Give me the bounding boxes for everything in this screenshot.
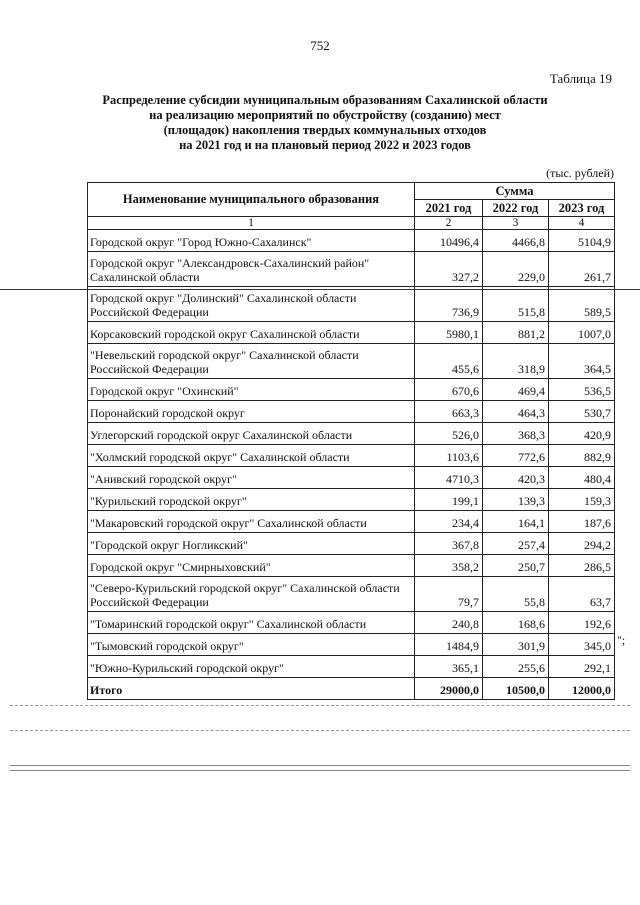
table-row xyxy=(88,445,615,467)
municipality-name: "Холмский городской округ" Сахалинской области xyxy=(88,445,415,467)
document-title xyxy=(90,93,560,153)
column-number: 4 xyxy=(549,217,615,230)
municipality-name: Корсаковский городской округ Сахалинской области xyxy=(88,322,415,344)
table-row xyxy=(88,612,615,634)
value-2021: 199,1 xyxy=(415,489,483,511)
value-2022: 301,9 xyxy=(483,634,549,656)
value-2023: 159,3 xyxy=(549,489,615,511)
table-row xyxy=(88,577,615,612)
municipality-name: Поронайский городской округ xyxy=(88,401,415,423)
value-2021: 327,2 xyxy=(415,252,483,287)
municipality-name: Городской округ "Смирныховский" xyxy=(88,555,415,577)
column-number: 2 xyxy=(415,217,483,230)
value-2023: 261,7 xyxy=(549,252,615,287)
header-sum: Сумма xyxy=(415,183,615,200)
value-2022: 881,2 xyxy=(483,322,549,344)
title-line: (площадок) накопления твердых коммунальных отходов xyxy=(163,123,487,137)
value-2021: 358,2 xyxy=(415,555,483,577)
table-row xyxy=(88,401,615,423)
divider-line xyxy=(10,770,630,771)
value-2023: 420,9 xyxy=(549,423,615,445)
title-line: на реализацию мероприятий по обустройству (созданию) мест xyxy=(149,108,501,122)
value-2023: 292,1 xyxy=(549,656,615,678)
total-label: Итого xyxy=(88,678,415,700)
value-2023: 345,0 xyxy=(549,634,615,656)
municipality-name: "Анивский городской округ" xyxy=(88,467,415,489)
value-2022: 257,4 xyxy=(483,533,549,555)
value-2021: 663,3 xyxy=(415,401,483,423)
page-number: 752 xyxy=(310,38,330,53)
header-name: Наименование муниципального образования xyxy=(88,183,415,217)
value-2023: 294,2 xyxy=(549,533,615,555)
value-2023: 364,5 xyxy=(549,344,615,379)
divider-line xyxy=(10,730,630,731)
municipality-name: "Курильский городской округ" xyxy=(88,489,415,511)
scan-strike-line xyxy=(0,289,640,290)
municipality-name: "Городской округ Ногликский" xyxy=(88,533,415,555)
column-number: 1 xyxy=(88,217,415,230)
table-row xyxy=(88,322,615,344)
value-2022: 139,3 xyxy=(483,489,549,511)
municipality-name: Городской округ "Долинский" Сахалинской области Российской Федерации xyxy=(88,287,415,322)
value-2022: 772,6 xyxy=(483,445,549,467)
table-row xyxy=(88,287,615,322)
subsidy-table xyxy=(87,182,615,700)
value-2021: 455,6 xyxy=(415,344,483,379)
value-2022: 250,7 xyxy=(483,555,549,577)
value-2022: 515,8 xyxy=(483,287,549,322)
column-number: 3 xyxy=(483,217,549,230)
value-2021: 5980,1 xyxy=(415,322,483,344)
table-row xyxy=(88,511,615,533)
value-2021: 736,9 xyxy=(415,287,483,322)
municipality-name: Городской округ "Охинский" xyxy=(88,379,415,401)
value-2023: 530,7 xyxy=(549,401,615,423)
value-2023: 882,9 xyxy=(549,445,615,467)
value-2021: 670,6 xyxy=(415,379,483,401)
value-2023: 187,6 xyxy=(549,511,615,533)
divider-line xyxy=(10,705,630,706)
municipality-name: "Томаринский городской округ" Сахалинской области xyxy=(88,612,415,634)
value-2021: 4710,3 xyxy=(415,467,483,489)
title-line: Распределение субсидии муниципальным образованиям Сахалинской области xyxy=(102,93,548,107)
title-line: на 2021 год и на плановый период 2022 и 2023 годов xyxy=(179,138,471,152)
value-2021: 240,8 xyxy=(415,612,483,634)
value-2023: 1007,0 xyxy=(549,322,615,344)
table-row xyxy=(88,555,615,577)
table-row xyxy=(88,489,615,511)
table-row xyxy=(88,533,615,555)
table-row xyxy=(88,656,615,678)
value-2023: 5104,9 xyxy=(549,230,615,252)
table-row xyxy=(88,252,615,287)
value-2023: 589,5 xyxy=(549,287,615,322)
divider-line xyxy=(10,765,630,766)
value-2022: 229,0 xyxy=(483,252,549,287)
municipality-name: "Северо-Курильский городской округ" Сахалинской области Российской Федерации xyxy=(88,577,415,612)
table-row xyxy=(88,379,615,401)
value-2022: 469,4 xyxy=(483,379,549,401)
value-2021: 1103,6 xyxy=(415,445,483,467)
value-2023: 286,5 xyxy=(549,555,615,577)
value-2022: 164,1 xyxy=(483,511,549,533)
table-label: Таблица 19 xyxy=(549,71,612,86)
municipality-name: Городской округ "Александровск-Сахалинский район" Сахалинской области xyxy=(88,252,415,287)
value-2022: 55,8 xyxy=(483,577,549,612)
municipality-name: Городской округ "Город Южно-Сахалинск" xyxy=(88,230,415,252)
municipality-name: "Невельский городской округ" Сахалинской области Российской Федерации xyxy=(88,344,415,379)
value-2021: 367,8 xyxy=(415,533,483,555)
total-2022: 10500,0 xyxy=(483,678,549,700)
municipality-name: "Тымовский городской округ" xyxy=(88,634,415,656)
units-label: (тыс. рублей) xyxy=(546,166,614,180)
value-2022: 318,9 xyxy=(483,344,549,379)
value-2022: 368,3 xyxy=(483,423,549,445)
total-2023: 12000,0 xyxy=(549,678,615,700)
value-2022: 420,3 xyxy=(483,467,549,489)
value-2021: 526,0 xyxy=(415,423,483,445)
value-2022: 464,3 xyxy=(483,401,549,423)
value-2021: 79,7 xyxy=(415,577,483,612)
value-2021: 365,1 xyxy=(415,656,483,678)
table-row xyxy=(88,467,615,489)
header-year-2023: 2023 год xyxy=(549,200,615,217)
municipality-name: "Южно-Курильский городской округ" xyxy=(88,656,415,678)
value-2021: 1484,9 xyxy=(415,634,483,656)
value-2023: 192,6 xyxy=(549,612,615,634)
value-2023: 536,5 xyxy=(549,379,615,401)
municipality-name: Углегорский городской округ Сахалинской области xyxy=(88,423,415,445)
value-2022: 4466,8 xyxy=(483,230,549,252)
value-2021: 10496,4 xyxy=(415,230,483,252)
total-row xyxy=(88,678,615,700)
header-year-2022: 2022 год xyxy=(483,200,549,217)
table-row xyxy=(88,634,615,656)
municipality-name: "Макаровский городской округ" Сахалинской области xyxy=(88,511,415,533)
total-2021: 29000,0 xyxy=(415,678,483,700)
header-year-2021: 2021 год xyxy=(415,200,483,217)
closing-quote-mark: "; xyxy=(617,633,626,647)
table-row xyxy=(88,344,615,379)
table-row xyxy=(88,423,615,445)
value-2022: 168,6 xyxy=(483,612,549,634)
value-2022: 255,6 xyxy=(483,656,549,678)
table-row xyxy=(88,230,615,252)
value-2023: 63,7 xyxy=(549,577,615,612)
value-2021: 234,4 xyxy=(415,511,483,533)
value-2023: 480,4 xyxy=(549,467,615,489)
